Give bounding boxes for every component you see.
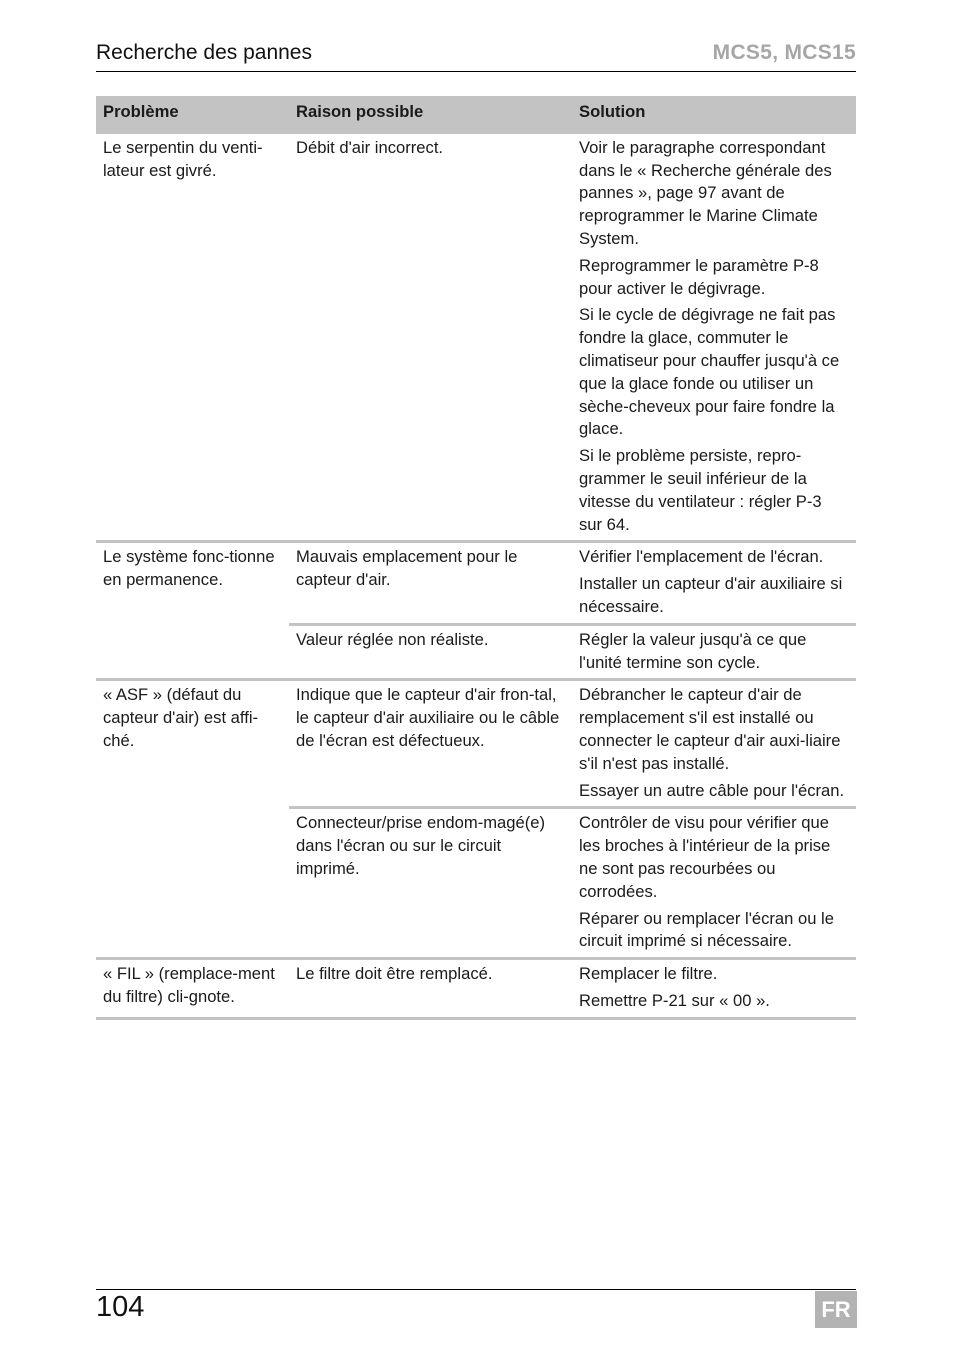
language-badge: FR [815,1291,857,1328]
solution-paragraph: Installer un capteur d'air auxiliaire si nécessaire. [579,574,843,616]
cause-text: Indique que le capteur d'air fron-tal, le capteur d'air auxiliaire ou le câble de l'écran est défectueux. [296,685,560,750]
cause-text: Mauvais emplacement pour le capteur d'air. [296,547,518,590]
solution-paragraph: Essayer un autre câble pour l'écran. [579,780,845,800]
table-row [96,959,856,1019]
table-row [96,680,856,808]
solution-paragraph: Remplacer le filtre. [579,964,718,984]
problem-cell [96,542,289,680]
page-number: 104 [96,1291,145,1323]
solution-paragraph: Vérifier l'emplacement de l'écran. [579,547,824,567]
cause-cell [289,624,572,680]
problem-text: Le système fonc-tionne en permanence. [103,547,275,590]
solution-cell [572,959,856,1019]
solution-paragraph: Si le problème persiste, repro-grammer le seuil inférieur de la vitesse du ventilateur : régler P-3 sur 64. [579,446,822,534]
footer-divider [96,1289,856,1290]
column-header-probleme: Problème [96,96,289,134]
cause-text: Valeur réglée non réaliste. [296,629,489,649]
table-row [96,542,856,624]
cause-text: Débit d'air incorrect. [296,137,444,157]
problem-text: « FIL » (remplace-ment du filtre) cli-gnote. [103,964,275,1006]
solution-paragraph: Réparer ou remplacer l'écran ou le circuit imprimé si nécessaire. [579,908,834,951]
solution-cell [572,808,856,959]
section-title: Recherche des pannes [96,41,312,64]
problem-cell [96,959,289,1019]
solution-cell [572,542,856,624]
problem-text: « ASF » (défaut du capteur d'air) est affi-ché. [103,685,259,750]
cause-text: Connecteur/prise endom-magé(e) dans l'écran ou sur le circuit imprimé. [296,813,546,878]
solution-cell [572,624,856,680]
column-header-raison: Raison possible [289,96,572,134]
column-header-solution: Solution [572,96,856,134]
solution-cell [572,134,856,542]
cause-cell [289,542,572,624]
solution-paragraph: Régler la valeur jusqu'à ce que l'unité termine son cycle. [579,629,807,672]
cause-cell [289,680,572,808]
solution-paragraph: Reprogrammer le paramètre P-8 pour activer le dégivrage. [579,255,819,298]
problem-cell [96,134,289,542]
cause-cell [289,959,572,1019]
page-header [96,40,856,72]
cause-cell [289,808,572,959]
troubleshooting-table [96,96,856,1020]
solution-paragraph: Débrancher le capteur d'air de remplacement s'il est installé ou connecter le capteur d'air auxi-liaire s'il n'est pas installé. [579,685,841,773]
solution-paragraph: Voir le paragraphe correspondant dans le « Recherche générale des pannes », page 97 avant de reprogrammer le Marine Climate System. [579,137,832,248]
problem-cell [96,680,289,959]
model-label: MCS5, MCS15 [712,41,856,64]
problem-text: Le serpentin du venti-lateur est givré. [103,137,263,180]
cause-cell [289,134,572,542]
cause-text: Le filtre doit être remplacé. [296,964,493,984]
solution-cell [572,680,856,808]
table-row [96,134,856,542]
solution-paragraph: Remettre P-21 sur « 00 ». [579,990,770,1010]
solution-paragraph: Contrôler de visu pour vérifier que les broches à l'intérieur de la prise ne sont pas recourbées ou corrodées. [579,813,831,901]
table-header-row [96,96,856,134]
solution-paragraph: Si le cycle de dégivrage ne fait pas fondre la glace, commuter le climatiseur pour chauffer jusqu'à ce que la glace fonde ou utiliser un sèche-cheveux pour faire fondre la glace. [579,305,840,439]
